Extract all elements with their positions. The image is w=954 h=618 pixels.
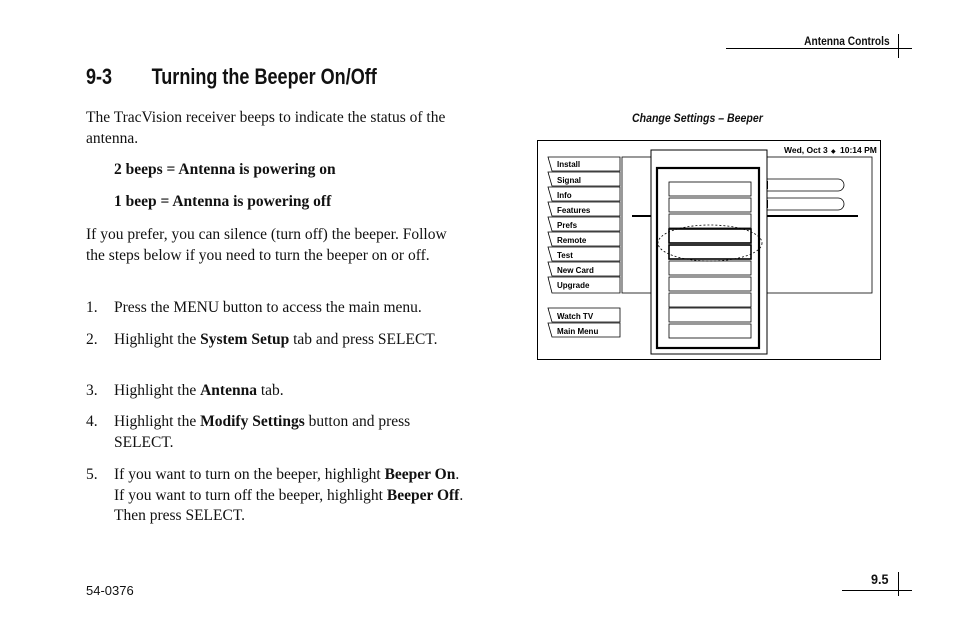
step-5: [86, 465, 466, 527]
dialog-option[interactable]: [669, 261, 751, 275]
tab-remote[interactable]: [548, 232, 620, 246]
antenna-term: Antenna: [200, 382, 257, 399]
step-text: Press the MENU button to access the main menu.: [114, 299, 422, 316]
side-tabs: [548, 157, 620, 337]
menu-date: Wed, Oct 3: [784, 145, 828, 155]
svg-text:Info: Info: [557, 191, 572, 200]
dialog-option[interactable]: [669, 324, 751, 338]
tab-install[interactable]: [548, 157, 620, 171]
change-settings-dialog: [651, 150, 767, 354]
section-number: 9-3: [86, 64, 113, 89]
step-2: [86, 330, 466, 351]
svg-text:Features: Features: [557, 206, 591, 215]
tab-new-card[interactable]: [548, 262, 620, 276]
dialog-option[interactable]: [669, 277, 751, 291]
step-number: 2.: [86, 331, 98, 348]
tab-test[interactable]: [548, 247, 620, 261]
header-rule: [726, 48, 912, 49]
footer-tick: [898, 572, 899, 596]
menu-time: 10:14 PM: [840, 145, 877, 155]
tab-main-menu[interactable]: [548, 323, 620, 337]
step-3: [86, 381, 466, 402]
running-header: Antenna Controls: [804, 34, 890, 48]
beeper-on-term: Beeper On: [384, 466, 456, 483]
svg-text:Remote: Remote: [557, 236, 587, 245]
step-text: Highlight the System Setup tab and press SELECT.: [114, 331, 438, 348]
step-text: Highlight the Antenna tab.: [114, 382, 284, 399]
svg-text:Signal: Signal: [557, 176, 582, 185]
header-tick: [898, 34, 899, 58]
section-heading: [86, 64, 377, 90]
dialog-option[interactable]: [669, 182, 751, 196]
step-number: 3.: [86, 382, 98, 399]
modify-settings-term: Modify Settings: [200, 413, 305, 430]
tab-watch-tv[interactable]: [548, 308, 620, 322]
svg-text:Install: Install: [557, 160, 581, 169]
step-number: 1.: [86, 299, 98, 316]
svg-text:New Card: New Card: [557, 266, 594, 275]
silence-paragraph: If you prefer, you can silence (turn off) the beeper. Follow the steps below if you need to turn the beeper on or off.: [86, 226, 447, 264]
step-4: [86, 412, 466, 453]
beeper-off-term: Beeper Off: [386, 486, 460, 504]
tv-menu-screenshot: [537, 140, 881, 360]
svg-text:Prefs: Prefs: [557, 221, 578, 230]
dialog-option[interactable]: [669, 308, 751, 322]
system-setup-term: System Setup: [200, 331, 290, 348]
footer-rule: [842, 590, 912, 591]
intro-paragraph: The TracVision receiver beeps to indicate the status of the antenna.: [86, 109, 446, 147]
section-title: Turning the Beeper On/Off: [151, 64, 377, 89]
step-1: [86, 298, 466, 319]
tab-signal[interactable]: [548, 172, 620, 186]
beep-status-on: 2 beeps = Antenna is powering on: [114, 161, 336, 178]
dialog-option[interactable]: [669, 198, 751, 212]
tab-upgrade[interactable]: [548, 277, 620, 293]
svg-text:Watch TV: Watch TV: [557, 312, 594, 321]
step-text: Highlight the Modify Settings button and press SELECT.: [114, 413, 411, 451]
tab-info[interactable]: [548, 187, 620, 201]
document-number: 54-0376: [86, 583, 134, 598]
step-text: If you want to turn on the beeper, highlight Beeper On. If you want to turn off the beeper, highlight Beeper Off. Then press SELECT.: [114, 466, 464, 524]
svg-text:Upgrade: Upgrade: [557, 281, 590, 290]
step-number: 4.: [86, 413, 98, 430]
beep-status-off: 1 beep = Antenna is powering off: [114, 193, 332, 210]
beeper-option-a[interactable]: [669, 229, 751, 243]
figure-caption: Change Settings – Beeper: [632, 111, 763, 125]
dialog-option[interactable]: [669, 293, 751, 307]
step-number: 5.: [86, 466, 98, 483]
svg-text:Main Menu: Main Menu: [557, 327, 599, 336]
menu-datetime-separator: ◆: [831, 149, 836, 155]
tab-features[interactable]: [548, 202, 620, 216]
beeper-option-b[interactable]: [669, 245, 751, 259]
tv-menu-graphic: [538, 141, 880, 359]
svg-text:Test: Test: [557, 251, 573, 260]
dialog-option[interactable]: [669, 214, 751, 228]
page-number: 9.5: [870, 571, 888, 587]
tab-prefs[interactable]: [548, 217, 620, 231]
